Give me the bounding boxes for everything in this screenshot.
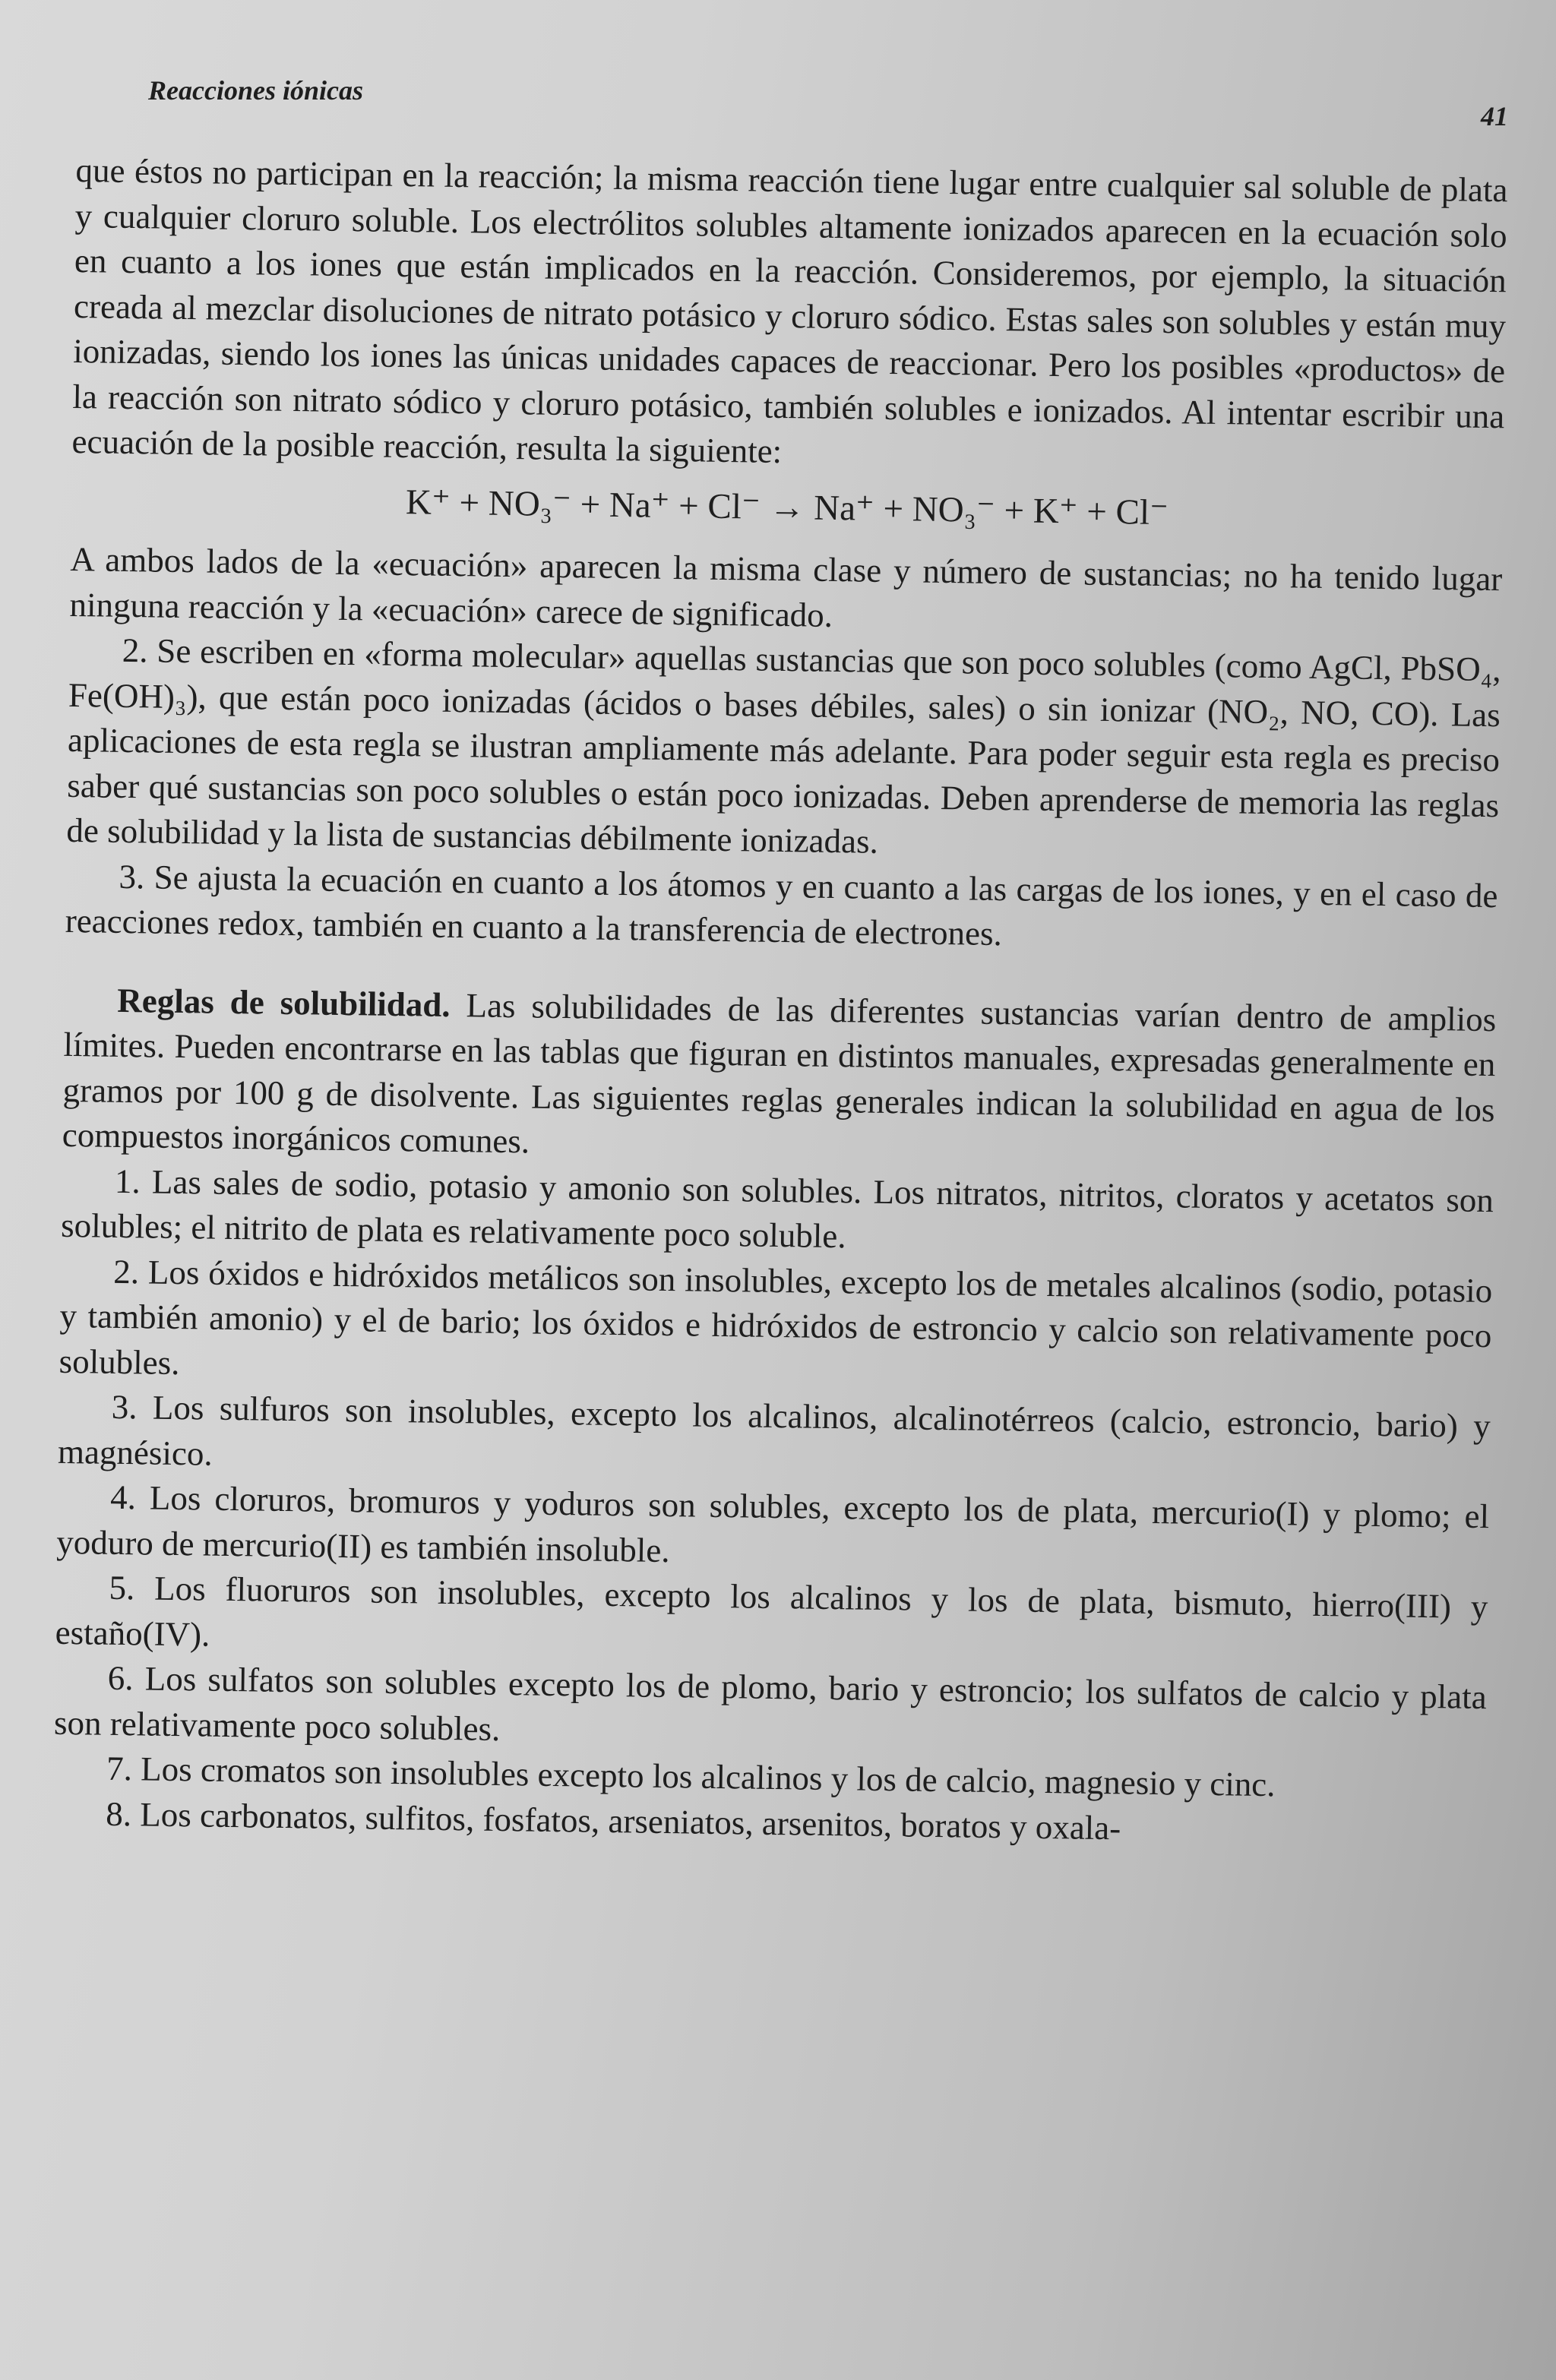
solubility-intro-text: Las solubilidades de las diferentes sustancias varían dentro de amplios límites. Pueden encontrarse en las tablas que figuran en distintos manuales, expresadas generalmente en gramos por 100 g de disolvente. Las siguientes reglas generales indican la solubilidad en agua de los compuestos inorgánicos comunes. bbox=[62, 985, 1497, 1161]
solubility-rule: 6. Los sulfatos son solubles excepto los de plomo, bario y estroncio; los sulfatos de calcio y plata son relativamente poco solubles. bbox=[53, 1658, 1488, 1748]
solubility-rule: 8. Los carbonatos, sulfitos, fosfatos, arseniatos, arsenitos, boratos y oxala- bbox=[106, 1794, 1121, 1847]
paragraph-continuation: que éstos no participan en la reacción; la misma reacción tiene lugar entre cualquier sal soluble de plata y cualquier cloruro soluble. Los electrólitos solubles altamente ionizados aparecen en la ecuación solo en cuanto a los iones que están implicados en la reacción. Consideremos, por ejemplo, la situación creada al mezclar disoluciones de nitrato potásico y cloruro sódico. Estas sales son solubles y están muy ionizadas, siendo los iones las únicas unidades capaces de reaccionar. Pero los posibles «productos» de la reacción son nitrato sódico y cloruro potásico, también solubles e ionizados. Al intentar escribir una ecuación de la posible reacción, resulta la siguiente: bbox=[71, 150, 1508, 471]
solubility-rule: 1. Las sales de sodio, potasio y amonio son solubles. Los nitratos, nitritos, cloratos y acetatos son solubles; el nitrito de plata es relativamente poco soluble. bbox=[60, 1162, 1494, 1256]
paragraph-conclusion: A ambos lados de la «ecuación» aparecen la misma clase y número de sustancias; no ha tenido lugar ninguna reacción y la «ecuación» carece de significado. bbox=[69, 539, 1503, 634]
solubility-intro bbox=[62, 977, 1496, 1177]
running-head: Reacciones iónicas bbox=[148, 75, 363, 106]
rule-3-paragraph: 3. Se ajusta la ecuación en cuanto a los átomos y en cuanto a las cargas de los iones, y en el caso de reacciones redox, también en cuanto a la transferencia de electrones. bbox=[65, 857, 1498, 953]
page-header bbox=[148, 74, 1508, 135]
body-text bbox=[52, 148, 1508, 1856]
solubility-title: Reglas de solubilidad. bbox=[116, 981, 451, 1024]
solubility-rule: 2. Los óxidos e hidróxidos metálicos son insolubles, excepto los de metales alcalinos (sodio, potasio y también amonio) y el de bario; los óxidos e hidróxidos de estroncio y calcio son relativamente poco solubles. bbox=[59, 1252, 1493, 1382]
solubility-rule: 5. Los fluoruros son insolubles, excepto los alcalinos y los de plata, bismuto, hierro(III) y estaño(IV). bbox=[55, 1568, 1488, 1654]
solubility-rule: 7. Los cromatos son insolubles excepto los alcalinos y los de calcio, magnesio y cinc. bbox=[106, 1749, 1276, 1804]
solubility-rule: 3. Los sulfuros son insolubles, excepto los alcalinos, alcalinotérreos (calcio, estroncio, bario) y magnésico. bbox=[57, 1387, 1491, 1473]
ionic-equation: K⁺ + NO₃⁻ + Na⁺ + Cl⁻ → Na⁺ + NO₃⁻ + K⁺ + Cl⁻ bbox=[405, 482, 1169, 533]
solubility-rule: 4. Los cloruros, bromuros y yoduros son solubles, excepto los de plata, mercurio(I) y plomo; el yoduro de mercurio(II) es también insoluble. bbox=[56, 1478, 1490, 1569]
rule-2-paragraph: 2. Se escriben en «forma molecular» aquellas sustancias que son poco solubles (como AgCl, PbSO₄, Fe(OH)₃), que están poco ionizadas (ácidos o bases débiles, sales) o sin ionizar (NO₂, NO, CO). Las aplicaciones de esta regla se ilustran ampliamente más adelante. Para poder seguir esta regla es preciso saber qué sustancias son poco solubles o están poco ionizadas. Deben aprenderse de memoria las reglas de solubilidad y la lista de sustancias débilmente ionizadas. bbox=[66, 631, 1501, 861]
page-number: 41 bbox=[1481, 101, 1508, 131]
